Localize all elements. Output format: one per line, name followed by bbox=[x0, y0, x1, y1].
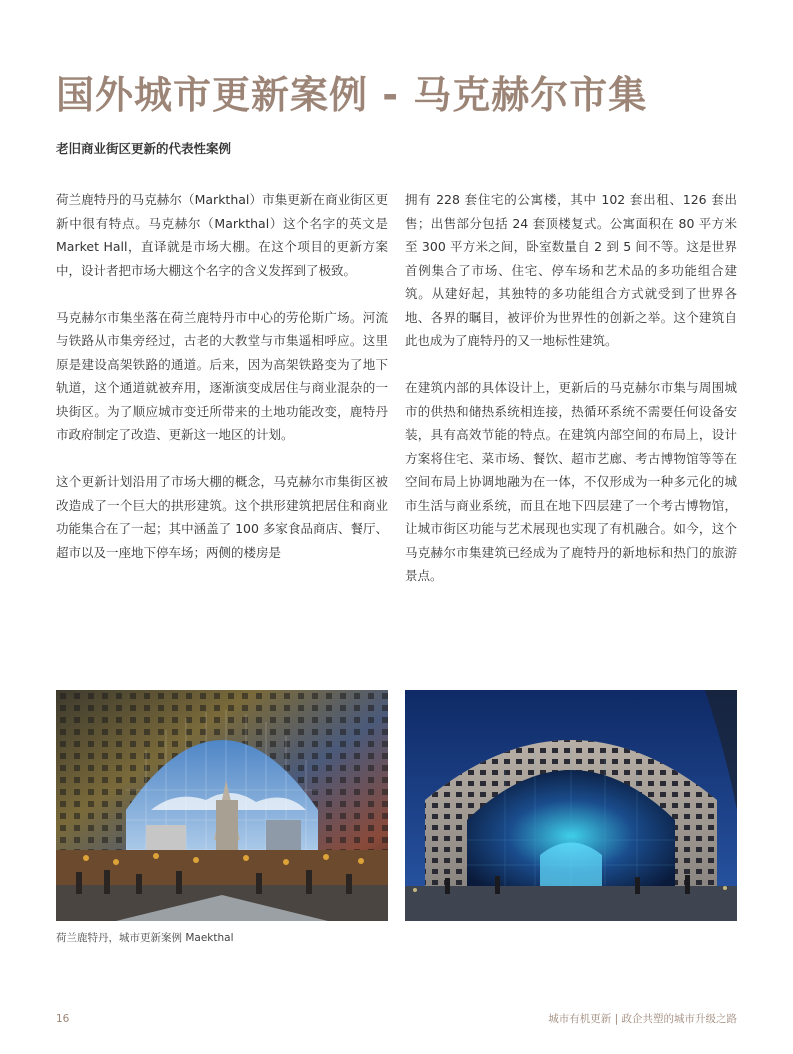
paragraph: 在建筑内部的具体设计上，更新后的马克赫尔市集与周围城市的供热和储热系统相连接，热循环系统不需要任何设备安装，具有高效节能的特点。在建筑内部空间的布局上，设计方案将住宅、菜市场、餐饮、超市艺廊、考古博物馆等等在空间布局上协调地融为在一体，不仅形成为一种多元化的城市生活与商业系统，而且在地下四层建了一个考古博物馆，让城市街区功能与艺术展现也实现了有机融合。如今，这个马克赫尔市集建筑已经成为了鹿特丹的新地标和热门的旅游景点。 bbox=[405, 380, 737, 583]
markthal-exterior-photo bbox=[405, 690, 737, 921]
page-title: 国外城市更新案例 - 马克赫尔市集 bbox=[56, 73, 648, 117]
figure-caption: 荷兰鹿特丹，城市更新案例 Maekthal bbox=[56, 932, 234, 944]
paragraph: 这个更新计划沿用了市场大棚的概念，马克赫尔市集街区被改造成了一个巨大的拱形建筑。这个拱形建筑把居住和商业功能集合在了一起；其中涵盖了 100 多家食品商店、餐厅、超市以及一座地下停车场；两侧的楼房是 bbox=[56, 474, 388, 560]
markthal-interior-photo bbox=[56, 690, 388, 921]
left-text-column bbox=[56, 188, 388, 588]
page-subtitle: 老旧商业街区更新的代表性案例 bbox=[56, 141, 232, 156]
paragraph: 荷兰鹿特丹的马克赫尔（Markthal）市集更新在商业街区更新中很有特点。马克赫尔（Markthal）这个名字的英文是 Market Hall，直译就是市场大棚。在这个项目的更新方案中，设计者把市场大棚这个名字的含义发挥到了极致。 bbox=[56, 192, 388, 278]
paragraph: 拥有 228 套住宅的公寓楼，其中 102 套出租、126 套出售；出售部分包括 24 套顶楼复式。公寓面积在 80 平方米至 300 平方米之间，卧室数量自 2 到 5 间不等。这是世界首例集合了市场、住宅、停车场和艺术品的多功能组合建筑。从建好起，其独特的多功能组合方式就受到了世界各地、各界的瞩目，被评价为世界性的创新之举。这个建筑自此也成为了鹿特丹的又一地标性建筑。 bbox=[405, 192, 737, 348]
page-number: 16 bbox=[56, 1013, 70, 1025]
paragraph: 马克赫尔市集坐落在荷兰鹿特丹市中心的劳伦斯广场。河流与铁路从市集旁经过，古老的大教堂与市集遥相呼应。这里原是建设高架铁路的通道。后来，因为高架铁路变为了地下轨道，这个通道就被弃用，逐渐演变成居住与商业混杂的一块街区。为了顺应城市变迁所带来的土地功能改变，鹿特丹市政府制定了改造、更新这一地区的计划。 bbox=[56, 309, 388, 442]
right-text-column bbox=[405, 188, 737, 611]
running-footer-title: 城市有机更新 | 政企共塑的城市升级之路 bbox=[548, 1013, 737, 1025]
